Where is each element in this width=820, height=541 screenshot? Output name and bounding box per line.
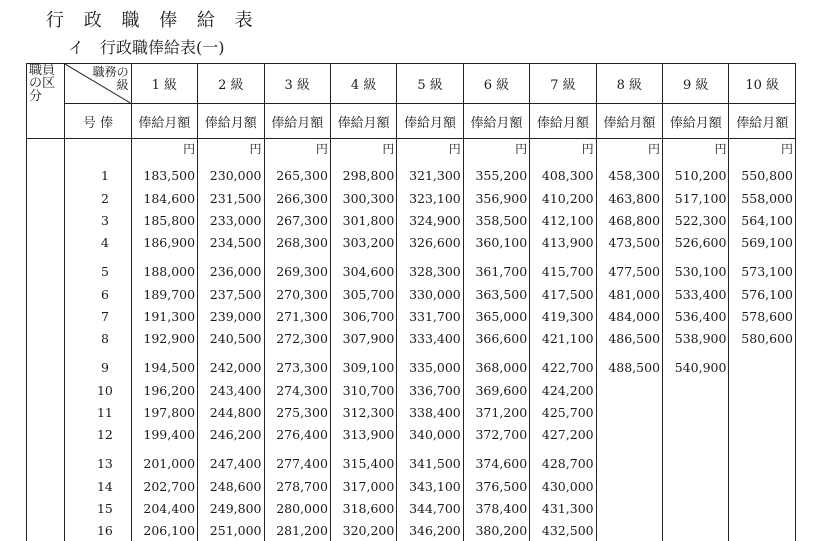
salary-cell: 536,400 (663, 305, 729, 327)
salary-cell: 576,100 (729, 283, 796, 305)
salary-cell: 564,100 (729, 209, 796, 231)
salary-cell: 569,100 (729, 231, 796, 253)
table-row (27, 475, 796, 497)
corner-header (65, 64, 131, 104)
salary-cell: 363,500 (463, 283, 529, 305)
step-number: 14 (65, 475, 131, 497)
table-row (27, 305, 796, 327)
step-number: 15 (65, 497, 131, 519)
salary-cell: 239,000 (198, 305, 264, 327)
header-row-salary (27, 104, 796, 139)
salary-cell (663, 379, 729, 401)
salary-cell: 374,600 (463, 445, 529, 475)
table-row (27, 209, 796, 231)
grade-header: 5 級 (397, 64, 463, 104)
salary-cell (729, 401, 796, 423)
salary-cell (596, 401, 662, 423)
salary-cell (596, 519, 662, 541)
step-number: 11 (65, 401, 131, 423)
salary-cell: 533,400 (663, 283, 729, 305)
salary-cell: 277,400 (264, 445, 330, 475)
salary-cell (663, 401, 729, 423)
salary-cell: 380,200 (463, 519, 529, 541)
salary-cell: 326,600 (397, 231, 463, 253)
page-title: 行 政 職 俸 給 表 (46, 6, 260, 32)
table-row (27, 349, 796, 379)
salary-cell: 303,200 (330, 231, 396, 253)
salary-cell: 365,000 (463, 305, 529, 327)
salary-cell: 477,500 (596, 253, 662, 283)
salary-cell: 408,300 (530, 157, 596, 187)
salary-cell: 271,300 (264, 305, 330, 327)
staff-class-header: 職員の区分 (27, 64, 65, 139)
salary-cell: 268,300 (264, 231, 330, 253)
salary-cell: 240,500 (198, 327, 264, 349)
salary-cell: 432,500 (530, 519, 596, 541)
salary-cell: 484,000 (596, 305, 662, 327)
salary-cell: 278,700 (264, 475, 330, 497)
salary-cell: 273,300 (264, 349, 330, 379)
salary-cell: 580,600 (729, 327, 796, 349)
unit-cell: 円 (530, 139, 596, 158)
salary-cell: 300,300 (330, 187, 396, 209)
salary-label: 俸給月額 (729, 104, 796, 139)
unit-cell: 円 (596, 139, 662, 158)
staff-class-cell (27, 187, 65, 209)
grade-header: 10 級 (729, 64, 796, 104)
salary-cell: 330,000 (397, 283, 463, 305)
salary-cell: 558,000 (729, 187, 796, 209)
step-number: 10 (65, 379, 131, 401)
step-number: 13 (65, 445, 131, 475)
staff-class-cell (27, 305, 65, 327)
salary-cell: 425,700 (530, 401, 596, 423)
grade-header: 6 級 (463, 64, 529, 104)
unit-cell: 円 (131, 139, 197, 158)
salary-cell: 360,100 (463, 231, 529, 253)
staff-class-cell (27, 157, 65, 187)
unit-row (27, 139, 796, 158)
salary-cell: 269,300 (264, 253, 330, 283)
salary-cell: 305,700 (330, 283, 396, 305)
salary-cell: 312,300 (330, 401, 396, 423)
table-row (27, 157, 796, 187)
salary-cell: 333,400 (397, 327, 463, 349)
step-number: 12 (65, 423, 131, 445)
unit-cell: 円 (463, 139, 529, 158)
grade-header: 8 級 (596, 64, 662, 104)
salary-cell: 486,500 (596, 327, 662, 349)
salary-cell: 315,400 (330, 445, 396, 475)
salary-cell: 510,200 (663, 157, 729, 187)
salary-cell: 369,600 (463, 379, 529, 401)
unit-cell: 円 (729, 139, 796, 158)
salary-cell: 328,300 (397, 253, 463, 283)
staff-class-cell (27, 253, 65, 283)
salary-cell: 415,700 (530, 253, 596, 283)
salary-cell: 573,100 (729, 253, 796, 283)
salary-cell: 320,200 (330, 519, 396, 541)
salary-cell: 378,400 (463, 497, 529, 519)
salary-cell: 199,400 (131, 423, 197, 445)
salary-label: 俸給月額 (463, 104, 529, 139)
salary-cell: 306,700 (330, 305, 396, 327)
salary-cell: 270,300 (264, 283, 330, 305)
salary-cell: 368,000 (463, 349, 529, 379)
staff-class-cell (27, 519, 65, 541)
salary-cell: 481,000 (596, 283, 662, 305)
salary-cell: 281,200 (264, 519, 330, 541)
duty-grade-label: 職務の級 (93, 66, 129, 92)
salary-cell: 517,100 (663, 187, 729, 209)
salary-cell: 324,900 (397, 209, 463, 231)
step-number: 5 (65, 253, 131, 283)
staff-class-cell (27, 445, 65, 475)
table-row (27, 497, 796, 519)
salary-cell: 247,400 (198, 445, 264, 475)
step-number: 7 (65, 305, 131, 327)
salary-cell: 237,500 (198, 283, 264, 305)
salary-cell (596, 423, 662, 445)
step-header: 号 俸 (65, 104, 131, 139)
header-row-grades (27, 64, 796, 104)
staff-class-cell (27, 209, 65, 231)
salary-cell (729, 379, 796, 401)
salary-cell: 372,700 (463, 423, 529, 445)
salary-cell (596, 475, 662, 497)
step-number: 4 (65, 231, 131, 253)
table-row (27, 445, 796, 475)
salary-cell: 189,700 (131, 283, 197, 305)
table-row (27, 187, 796, 209)
salary-label: 俸給月額 (663, 104, 729, 139)
salary-cell: 236,000 (198, 253, 264, 283)
salary-cell: 274,300 (264, 379, 330, 401)
grade-header: 1 級 (131, 64, 197, 104)
staff-class-cell (27, 423, 65, 445)
salary-cell: 424,200 (530, 379, 596, 401)
salary-cell (596, 445, 662, 475)
salary-cell: 204,400 (131, 497, 197, 519)
salary-cell: 427,200 (530, 423, 596, 445)
salary-cell (729, 349, 796, 379)
salary-cell (729, 475, 796, 497)
staff-class-cell (27, 327, 65, 349)
salary-cell: 488,500 (596, 349, 662, 379)
salary-table-body (27, 139, 796, 541)
salary-cell: 346,200 (397, 519, 463, 541)
staff-class-cell (27, 497, 65, 519)
salary-cell: 234,500 (198, 231, 264, 253)
salary-label: 俸給月額 (264, 104, 330, 139)
salary-cell: 183,500 (131, 157, 197, 187)
salary-cell (663, 497, 729, 519)
table-subtitle (68, 35, 225, 58)
salary-table-container (26, 63, 796, 541)
salary-cell: 428,700 (530, 445, 596, 475)
salary-cell: 361,700 (463, 253, 529, 283)
salary-cell: 376,500 (463, 475, 529, 497)
salary-cell (596, 497, 662, 519)
salary-cell: 417,500 (530, 283, 596, 305)
salary-cell: 267,300 (264, 209, 330, 231)
salary-cell: 317,000 (330, 475, 396, 497)
salary-cell: 244,800 (198, 401, 264, 423)
step-number: 6 (65, 283, 131, 305)
salary-cell: 526,600 (663, 231, 729, 253)
table-row (27, 327, 796, 349)
salary-cell: 251,000 (198, 519, 264, 541)
step-number: 16 (65, 519, 131, 541)
salary-cell: 550,800 (729, 157, 796, 187)
salary-cell: 336,700 (397, 379, 463, 401)
salary-cell: 412,100 (530, 209, 596, 231)
salary-table (26, 63, 796, 541)
salary-cell: 266,300 (264, 187, 330, 209)
salary-cell: 186,900 (131, 231, 197, 253)
salary-cell: 202,700 (131, 475, 197, 497)
salary-cell: 248,600 (198, 475, 264, 497)
salary-cell: 430,000 (530, 475, 596, 497)
salary-cell: 309,100 (330, 349, 396, 379)
salary-cell: 192,900 (131, 327, 197, 349)
salary-cell: 201,000 (131, 445, 197, 475)
salary-cell: 458,300 (596, 157, 662, 187)
table-row (27, 231, 796, 253)
salary-cell: 280,000 (264, 497, 330, 519)
table-row (27, 253, 796, 283)
table-row (27, 519, 796, 541)
salary-cell: 188,000 (131, 253, 197, 283)
salary-cell: 473,500 (596, 231, 662, 253)
salary-cell: 242,000 (198, 349, 264, 379)
unit-cell: 円 (330, 139, 396, 158)
salary-cell: 331,700 (397, 305, 463, 327)
salary-cell: 419,300 (530, 305, 596, 327)
salary-cell: 538,900 (663, 327, 729, 349)
salary-cell: 249,800 (198, 497, 264, 519)
salary-cell: 197,800 (131, 401, 197, 423)
salary-cell: 318,600 (330, 497, 396, 519)
step-number: 3 (65, 209, 131, 231)
unit-cell: 円 (397, 139, 463, 158)
grade-header: 7 級 (530, 64, 596, 104)
grade-header: 2 級 (198, 64, 264, 104)
grade-header: 3 級 (264, 64, 330, 104)
staff-class-cell (27, 231, 65, 253)
salary-cell: 307,900 (330, 327, 396, 349)
salary-cell: 191,300 (131, 305, 197, 327)
salary-cell (729, 497, 796, 519)
table-row (27, 283, 796, 305)
salary-cell: 463,800 (596, 187, 662, 209)
table-row (27, 401, 796, 423)
salary-cell: 298,800 (330, 157, 396, 187)
salary-cell (663, 445, 729, 475)
salary-cell: 468,800 (596, 209, 662, 231)
table-row (27, 379, 796, 401)
salary-cell: 272,300 (264, 327, 330, 349)
salary-cell: 265,300 (264, 157, 330, 187)
staff-class-cell (27, 283, 65, 305)
unit-cell: 円 (663, 139, 729, 158)
salary-cell: 530,100 (663, 253, 729, 283)
salary-label: 俸給月額 (397, 104, 463, 139)
unit-cell: 円 (198, 139, 264, 158)
step-number: 9 (65, 349, 131, 379)
table-row (27, 423, 796, 445)
salary-cell: 355,200 (463, 157, 529, 187)
salary-cell: 335,000 (397, 349, 463, 379)
salary-cell: 413,900 (530, 231, 596, 253)
salary-label: 俸給月額 (131, 104, 197, 139)
salary-cell: 276,400 (264, 423, 330, 445)
salary-cell: 196,200 (131, 379, 197, 401)
salary-cell: 323,100 (397, 187, 463, 209)
salary-cell: 338,400 (397, 401, 463, 423)
salary-cell: 194,500 (131, 349, 197, 379)
salary-cell (663, 423, 729, 445)
salary-cell: 522,300 (663, 209, 729, 231)
grade-header: 4 級 (330, 64, 396, 104)
grade-header: 9 級 (663, 64, 729, 104)
salary-cell: 341,500 (397, 445, 463, 475)
salary-cell: 422,700 (530, 349, 596, 379)
step-number: 2 (65, 187, 131, 209)
salary-cell: 321,300 (397, 157, 463, 187)
salary-cell (729, 445, 796, 475)
salary-cell: 578,600 (729, 305, 796, 327)
salary-cell: 230,000 (198, 157, 264, 187)
salary-cell: 343,100 (397, 475, 463, 497)
subtitle-marker: イ (68, 38, 84, 57)
salary-cell: 340,000 (397, 423, 463, 445)
salary-cell: 243,400 (198, 379, 264, 401)
staff-class-cell (27, 401, 65, 423)
subtitle-text: 行政職俸給表(一) (100, 38, 225, 57)
unit-cell: 円 (264, 139, 330, 158)
salary-cell: 233,000 (198, 209, 264, 231)
step-number: 8 (65, 327, 131, 349)
staff-class-cell (27, 475, 65, 497)
salary-cell: 184,600 (131, 187, 197, 209)
salary-label: 俸給月額 (330, 104, 396, 139)
step-cell (65, 139, 131, 158)
salary-cell: 421,100 (530, 327, 596, 349)
salary-cell: 540,900 (663, 349, 729, 379)
salary-label: 俸給月額 (596, 104, 662, 139)
salary-label: 俸給月額 (198, 104, 264, 139)
staff-class-cell (27, 349, 65, 379)
salary-label: 俸給月額 (530, 104, 596, 139)
staff-class-cell (27, 139, 65, 158)
salary-cell (663, 519, 729, 541)
salary-cell: 231,500 (198, 187, 264, 209)
salary-cell: 371,200 (463, 401, 529, 423)
salary-cell: 310,700 (330, 379, 396, 401)
salary-cell: 275,300 (264, 401, 330, 423)
salary-cell: 301,800 (330, 209, 396, 231)
salary-cell: 358,500 (463, 209, 529, 231)
salary-cell (663, 475, 729, 497)
salary-cell: 356,900 (463, 187, 529, 209)
staff-class-cell (27, 379, 65, 401)
salary-cell: 366,600 (463, 327, 529, 349)
salary-cell: 246,200 (198, 423, 264, 445)
step-number: 1 (65, 157, 131, 187)
salary-cell: 410,200 (530, 187, 596, 209)
salary-cell: 313,900 (330, 423, 396, 445)
salary-cell: 206,100 (131, 519, 197, 541)
salary-cell: 304,600 (330, 253, 396, 283)
salary-cell (729, 519, 796, 541)
salary-cell: 431,300 (530, 497, 596, 519)
salary-cell: 344,700 (397, 497, 463, 519)
salary-cell: 185,800 (131, 209, 197, 231)
salary-cell (729, 423, 796, 445)
salary-cell (596, 379, 662, 401)
